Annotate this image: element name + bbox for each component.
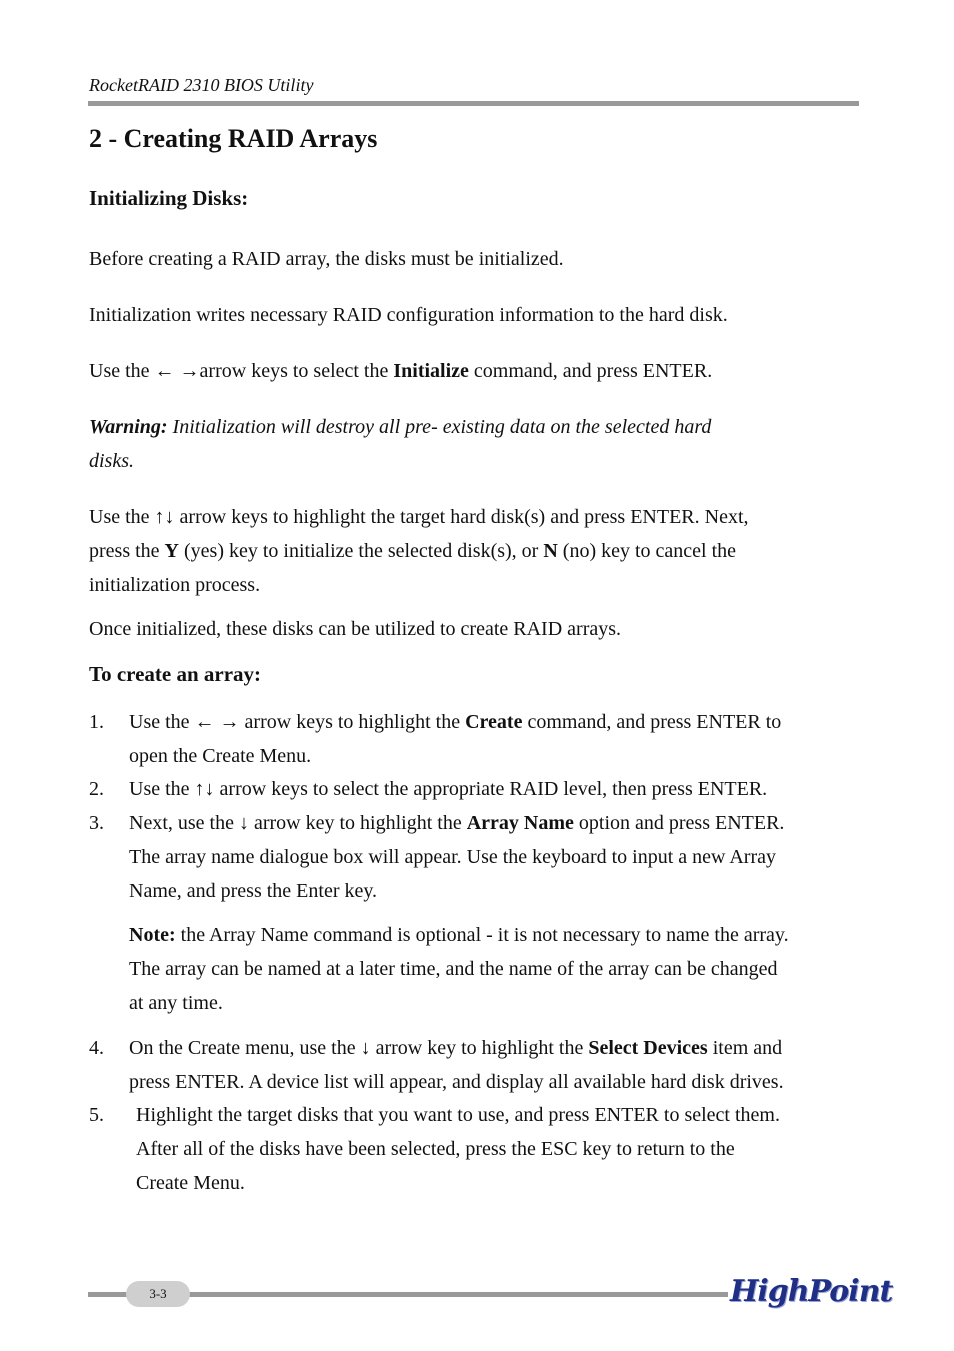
init-paragraph-2: Initialization writes necessary RAID configuration information to the hard disk. [89, 304, 728, 326]
initialize-command-label: Initialize [393, 360, 469, 382]
warning-label: Warning: [89, 416, 168, 438]
up-down-arrows-icon: ↑↓ [194, 778, 215, 800]
left-right-arrows-icon: ← → [154, 360, 200, 382]
running-header: RocketRAID 2310 BIOS Utility [89, 75, 314, 95]
left-right-arrows-icon: ← → [194, 711, 240, 733]
init-paragraph-4: Use the ↑↓ arrow keys to highlight the target hard disk(s) and press ENTER. Next, press the Y (yes) key to initialize the selected disk(s), or N (no) key to cancel the initialization process. [89, 506, 749, 596]
note-paragraph: Note: the Array Name command is optional - it is not necessary to name the array. The array can be named at a later time, and the name of the array can be changed at any time. [129, 924, 789, 1014]
up-down-arrows-icon: ↑↓ [154, 506, 175, 528]
init-paragraph-3: Use the ← →arrow keys to select the Initialize command, and press ENTER. [89, 360, 713, 382]
note-label: Note: [129, 924, 176, 946]
init-paragraph-5: Once initialized, these disks can be utilized to create RAID arrays. [89, 618, 622, 640]
warning-paragraph: Warning: Initialization will destroy all pre- existing data on the selected hard disks. [89, 416, 712, 472]
down-arrow-icon: ↓ [360, 1037, 371, 1059]
page-number-badge: 3-3 [126, 1281, 190, 1307]
create-array-heading: To create an array: [89, 662, 262, 686]
highpoint-logo: HighPoint [730, 1274, 893, 1309]
initializing-disks-heading: Initializing Disks: [89, 186, 249, 210]
init-paragraph-1: Before creating a RAID array, the disks must be initialized. [89, 248, 564, 270]
down-arrow-icon: ↓ [238, 812, 249, 834]
header-rule [88, 101, 859, 106]
section-title: 2 - Creating RAID Arrays [89, 124, 378, 153]
